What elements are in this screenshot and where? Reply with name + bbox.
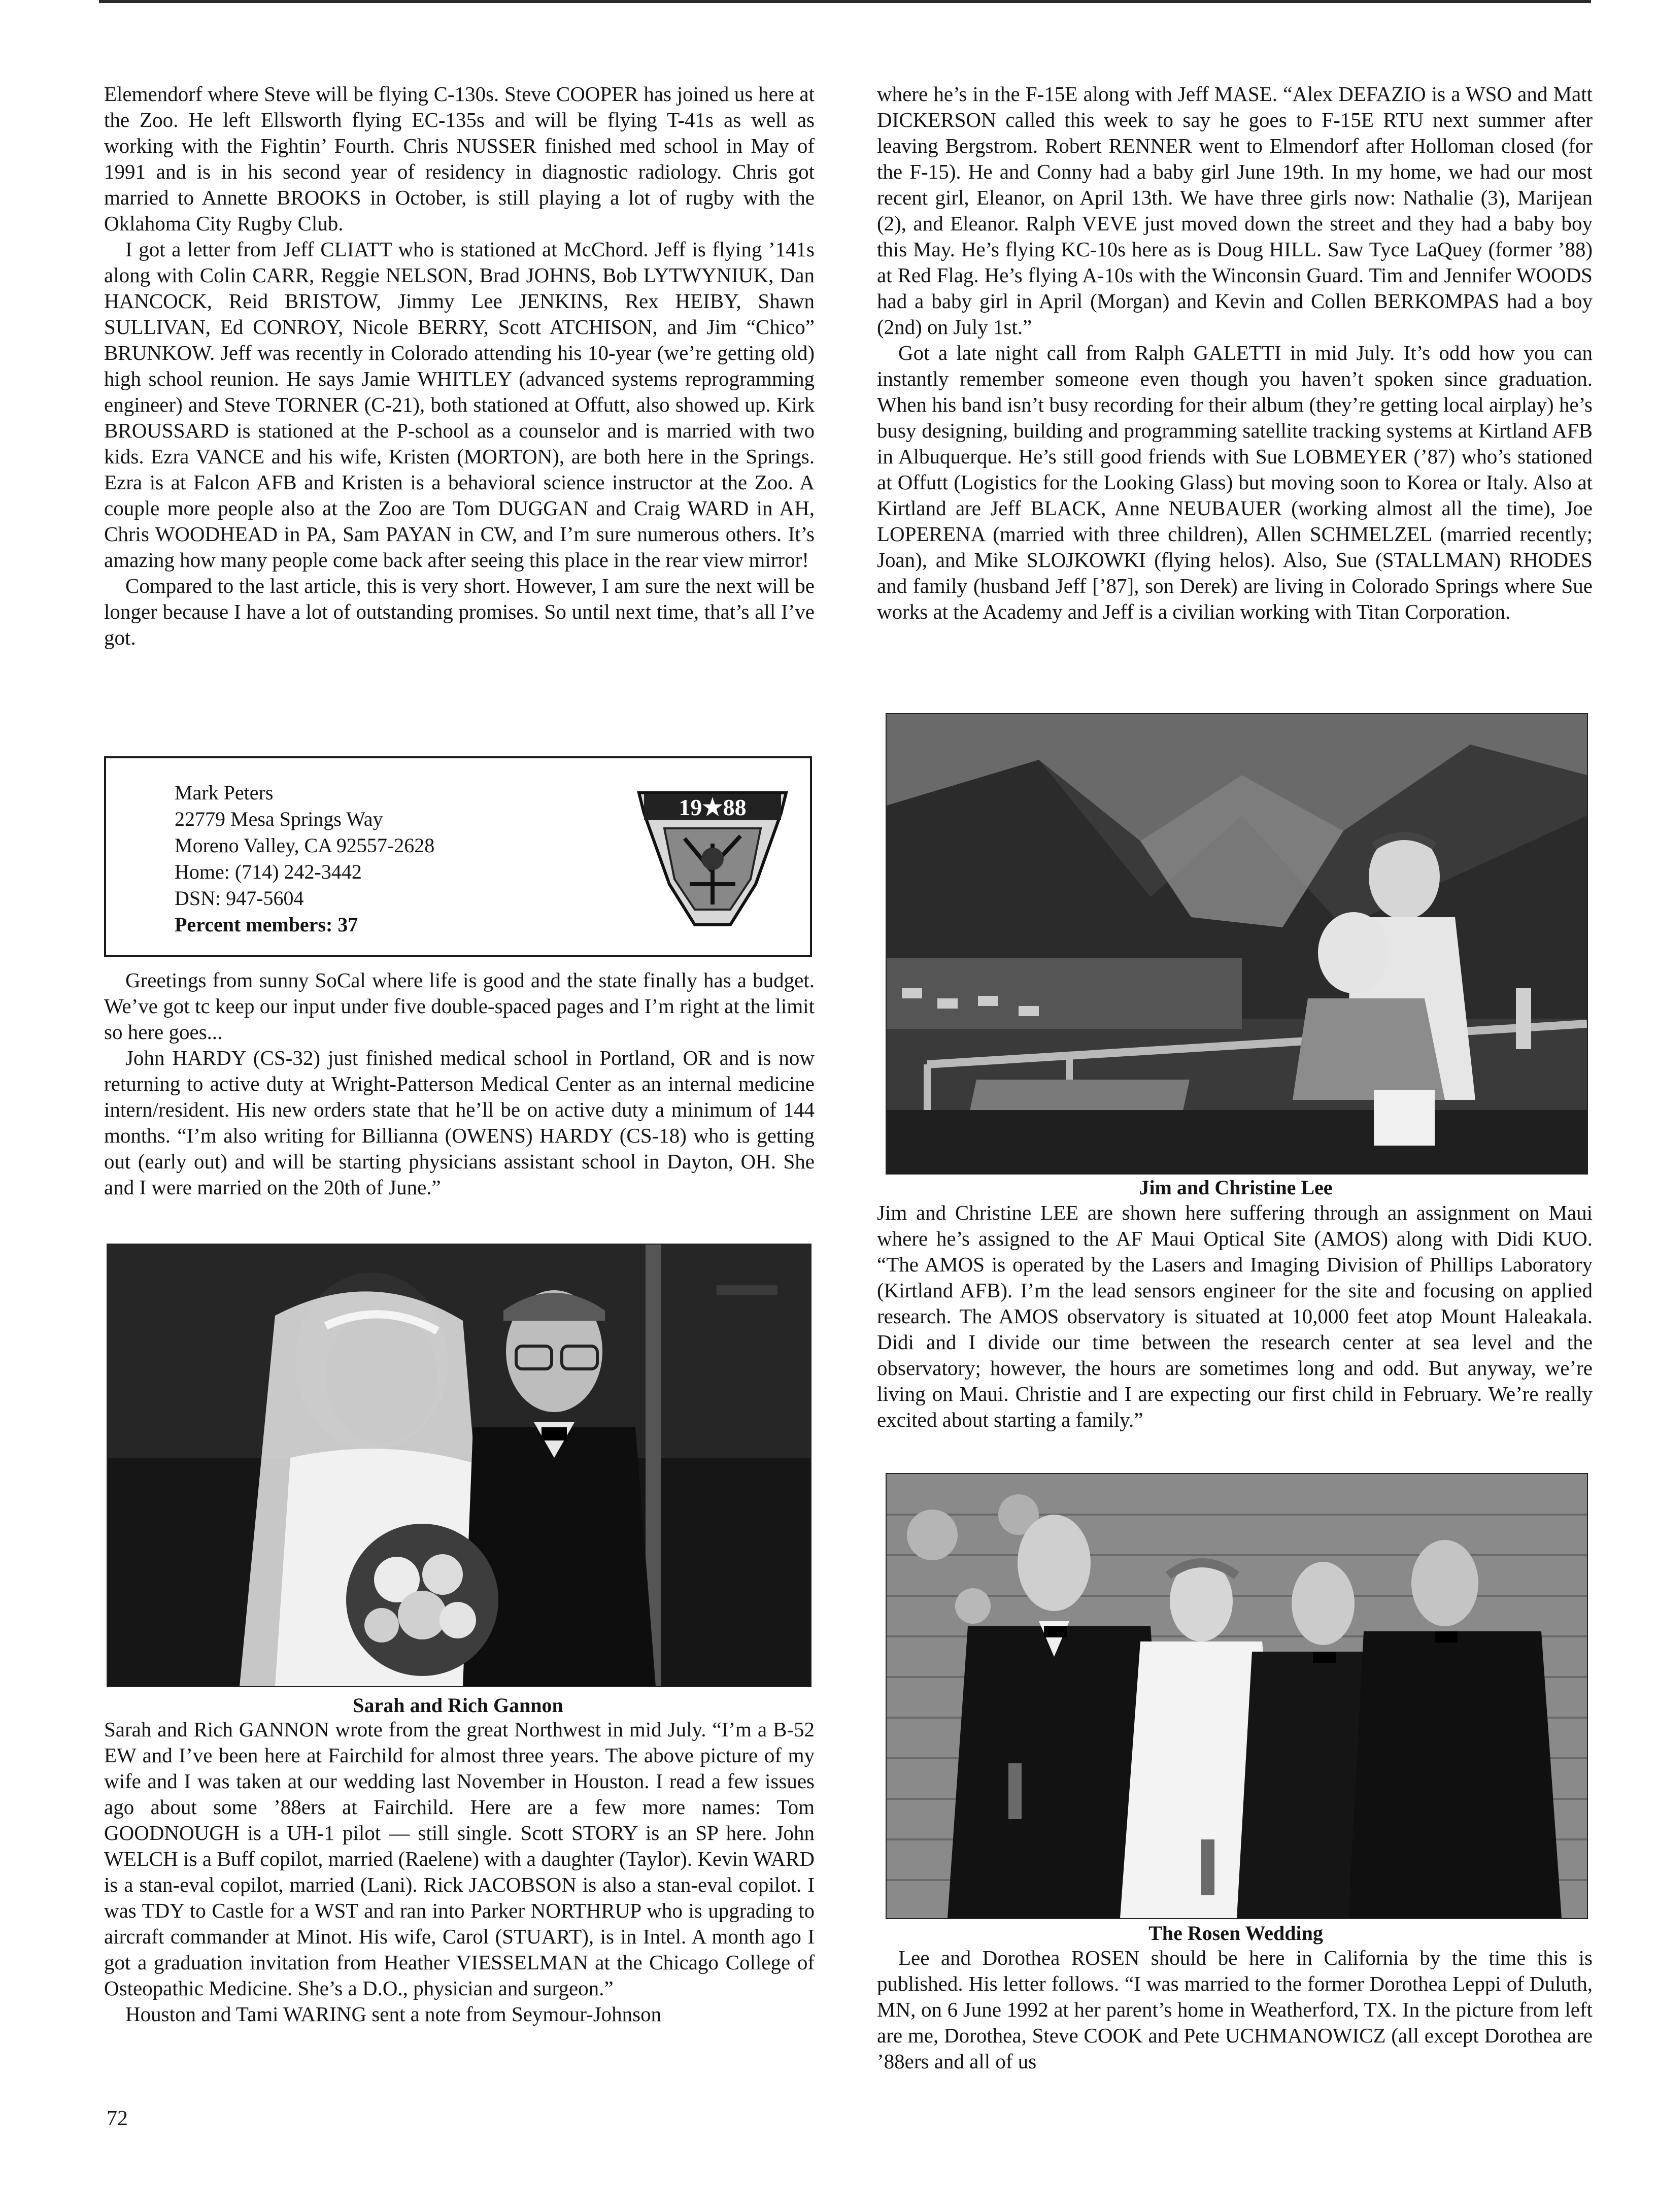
paragraph: Lee and Dorothea ROSEN should be here in California by the time this is published. His letter follows. “I was married to the former Dorothea Leppi of Duluth, MN, on 6 June 1992 at her parent’s home in Weatherford, TX. In the picture from left are me, Dorothea, Steve COOK and Pete UCHMANOWICZ (all except Dorothea are ’88ers and all of us [877,1946,1593,2073]
paragraph: Sarah and Rich GANNON wrote from the great Northwest in mid July. “I’m a B-52 EW and I’ve been here at Fairchild for almost three years. The above picture of my wife and I was taken at our wedding last November in Houston. I read a few issues ago about some ’88ers at Fairchild. Here are a few more names: Tom GOODNOUGH is a UH-1 pilot — still single. Scott STORY is an SP here. John WELCH is a Buff copilot, married (Raelene) with a daughter (Taylor). Kevin WARD is a stan-eval copilot, married (Lani). Rick JACOBSON is also a stan-eval copilot. I was TDY to Castle for a WST and ran into Parker NORTHRUP who is upgrading to aircraft commander at Minot. His wife, Carol (STUART), is in Intel. A month ago I got a graduation invitation from Heather VIESSELMAN at the Chicago College of Osteopathic Medicine. She’s a D.O., physician and surgeon.” [104,1718,815,2000]
contact-city: Moreno Valley, CA 92557-2628 [175,834,435,857]
photo-rosen-wedding [886,1473,1588,1919]
wedding-photo-icon [108,1245,810,1686]
paragraph: Greetings from sunny SoCal where life is good and the state finally has a budget. We’ve got tc keep our input under five double-spaced pages and I’m right at the limit so here goes... [104,968,815,1044]
left-column-mid-text [104,967,815,1200]
photo-caption-lee: Jim and Christine Lee [1139,1176,1333,1199]
contact-name: Mark Peters [175,781,274,804]
contact-home-phone: Home: (714) 242-3442 [175,860,362,883]
group-photo-icon [887,1474,1587,1918]
right-column-mid-text [877,1200,1593,1433]
paragraph: John HARDY (CS-32) just finished medical school in Portland, OR and is now returning to active duty at Wright-Patterson Medical Center as an internal medicine intern/resident. His new orders state that he’ll be on active duty a minimum of 144 months. “I’m also writing for Billianna (OWENS) HARDY (CS-18) who is getting out (early out) and will be starting physicians assistant school in Dayton, OH. She and I were married on the 20th of June.” [104,1046,815,1199]
photo-gannon-wedding [107,1244,811,1687]
photo-caption-rosen: The Rosen Wedding [1148,1922,1323,1945]
paragraph: I got a letter from Jeff CLIATT who is stationed at McChord. Jeff is flying ’141s along with Colin CARR, Reggie NELSON, Brad JOHNS, Bob LYTWYNIUK, Dan HANCOCK, Reid BRISTOW, Jimmy Lee JENKINS, Rex HEIBY, Shawn SULLIVAN, Ed CONROY, Nicole BERRY, Scott ATCHISON, and Jim “Chico” BRUNKOW. Jeff was recently in Colorado attending his 10-year (we’re getting old) high school reunion. He says Jamie WHITLEY (advanced systems reprogramming engineer) and Steve TORNER (C-21), both stationed at Offutt, also showed up. Kirk BROUSSARD is stationed at the P-school as a counselor and is married with two kids. Ezra VANCE and his wife, Kristen (MORTON), are both here in the Springs. Ezra is at Falcon AFB and Kristen is a behavioral science instructor at the Zoo. A couple more people also at the Zoo are Tom DUGGAN and Craig WARD in AH, Chris WOODHEAD in PA, Sam PAYAN in CW, and I’m sure numerous others. It’s amazing how many people come back after seeing this place in the rear view mirror! [104,238,815,572]
crest-year: 19★88 [679,794,747,820]
photo-lee-maui [886,713,1588,1175]
paragraph: Houston and Tami WARING sent a note from Seymour-Johnson [125,2002,662,2026]
class-contact-box [104,756,812,957]
contact-street: 22779 Mesa Springs Way [175,808,383,830]
contact-dsn: DSN: 947-5604 [175,887,304,910]
class-crest-icon [629,783,796,935]
right-column-bottom-text [877,1945,1593,2074]
paragraph: Jim and Christine LEE are shown here suffering through an assignment on Maui where he’s assigned to the AF Maui Optical Site (AMOS) along with Didi KUO. “The AMOS is operated by the Lasers and Imaging Division of Phillips Laboratory (Kirtland AFB). I’m the lead sensors engineer for the site and focusing on applied research. The AMOS observatory is situated at 10,000 feet atop Mount Haleakala. Didi and I divide our time between the research center at sea level and the observatory; however, the hours are sometimes long and odd. But anyway, we’re living on Maui. Christie and I are expecting our first child in February. We’re really excited about starting a family.” [877,1201,1593,1431]
photo-caption-gannon: Sarah and Rich Gannon [353,1694,563,1717]
paragraph: where he’s in the F-15E along with Jeff MASE. “Alex DEFAZIO is a WSO and Matt DICKERSON called this week to say he goes to F-15E RTU next summer after leaving Bergstrom. Robert RENNER went to Elmendorf after Holloman closed (for the F-15). He and Conny had a baby girl June 19th. In my home, we had our most recent girl, Eleanor, on April 13th. We have three girls now: Nathalie (3), Marijean (2), and Eleanor. Ralph VEVE just moved down the street and they had a baby boy this May. He’s flying KC-10s here as is Doug HILL. Saw Tyce LaQuey (former ’88) at Red Flag. He’s flying A-10s with the Winconsin Guard. Tim and Jennifer WOODS had a baby girl in April (Morgan) and Kevin and Collen BERKOMPAS had a boy (2nd) on July 1st.” [877,82,1593,339]
right-column-top-text [877,81,1593,625]
paragraph: Got a late night call from Ralph GALETTI in mid July. It’s odd how you can instantly remember someone even though you haven’t spoken since graduation. When his band isn’t busy recording for their album (they’re getting local airplay) he’s busy designing, building and programming satellite tracking systems at Kirtland AFB in Albuquerque. He’s still good friends with Sue LOBMEYER (’87) who’s stationed at Offutt (Logistics for the Looking Glass) but moving soon to Korea or Italy. Also at Kirtland are Jeff BLACK, Anne NEUBAUER (working almost all the time), Joe LOPERENA (married with three children), Allen SCHMELZEL (married recently; Joan), and Mike SLOJKOWKI (flying helos). Also, Sue (STALLMAN) RHODES and family (husband Jeff [’87], son Derek) are living in Colorado Springs where Sue works at the Academy and Jeff is a civilian working with Titan Corporation. [877,341,1593,623]
left-column-bottom-text [104,1717,815,2027]
page-number: 72 [107,2107,128,2130]
top-rule [99,0,1591,3]
paragraph: Compared to the last article, this is very short. However, I am sure the next will be longer because I have a lot of outstanding promises. So until next time, that’s all I’ve got. [104,574,815,649]
paragraph: Elemendorf where Steve will be flying C-130s. Steve COOPER has joined us here at the Zoo. He left Ellsworth flying EC-135s and will be flying T-41s as well as working with the Fightin’ Fourth. Chris NUSSER finished med school in May of 1991 and is in his second year of residency in diagnostic radiology. Chris got married to Annette BROOKS in October, is still playing a lot of rugby with the Oklahoma City Rugby Club. [104,82,815,235]
left-column-top-text [104,81,815,651]
contact-percent-members: Percent members: 37 [175,913,358,936]
contact-details [175,780,434,938]
landscape-photo-icon [887,714,1587,1174]
